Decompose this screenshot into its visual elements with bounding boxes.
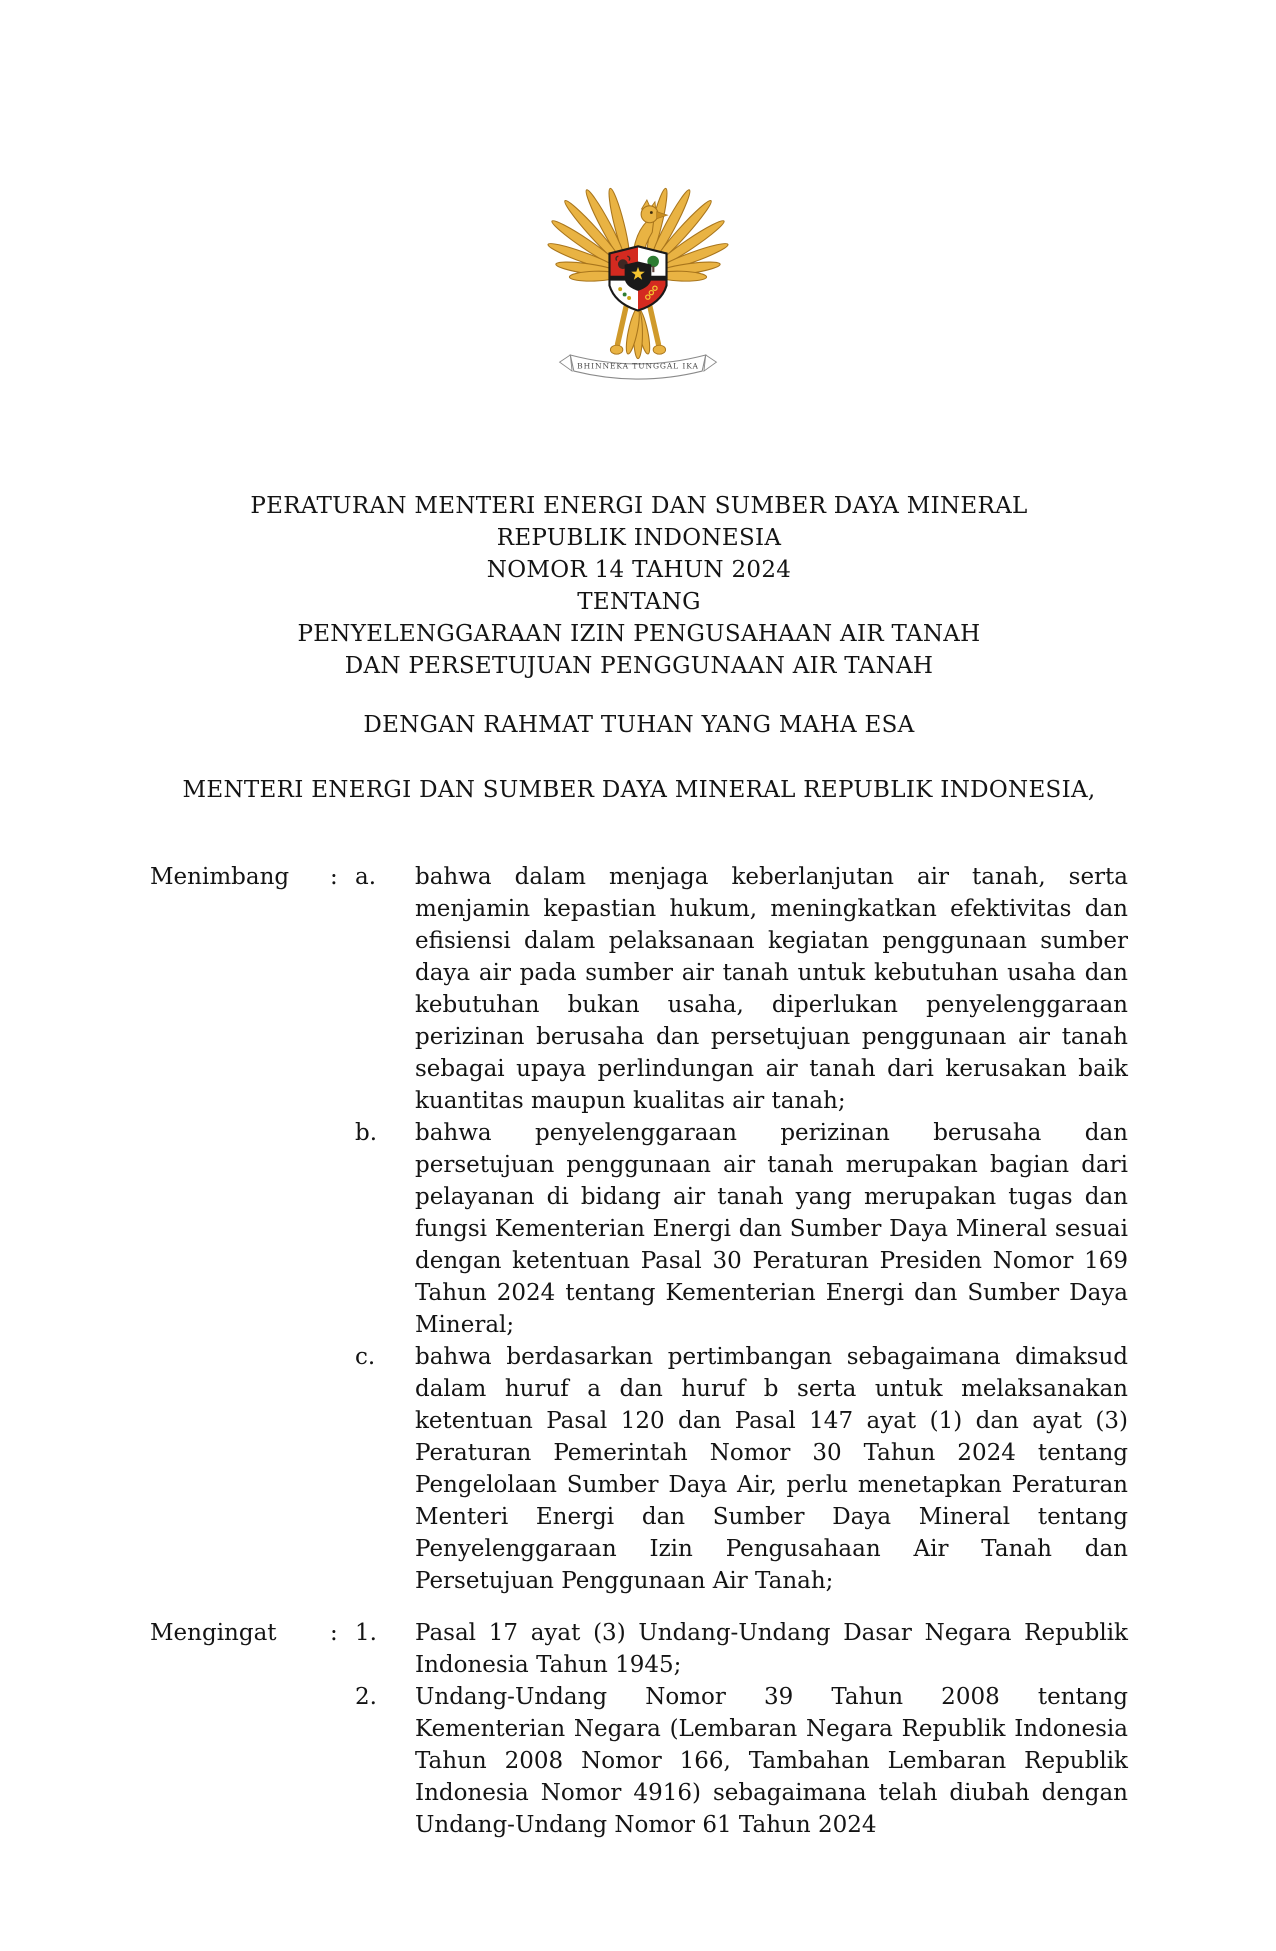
section-mengingat — [150, 1617, 1128, 1841]
section-label-menimbang: Menimbang — [150, 864, 290, 890]
document-body — [0, 490, 1276, 1841]
garuda-pancasila-emblem — [540, 182, 736, 398]
invocation-line: DENGAN RAHMAT TUHAN YANG MAHA ESA — [363, 712, 915, 738]
item-text: bahwa penyelenggaraan perizinan berusaha dan persetujuan penggunaan air tanah merupakan bagian dari pelayanan di bidang air tanah yang merupakan tugas dan fungsi Kementerian Energi dan Sumber Daya Mineral sesuai dengan ketentuan Pasal 30 Peraturan Presiden Nomor 169 Tahun 2024 tentang Kementerian Energi dan Sumber Daya Mineral; — [415, 1120, 1128, 1338]
title-line-1: PERATURAN MENTERI ENERGI DAN SUMBER DAYA MINERAL — [250, 493, 1028, 519]
item-text: Undang-Undang Nomor 39 Tahun 2008 tentang Kementerian Negara (Lembaran Negara Republik Indonesia Tahun 2008 Nomor 166, Tambahan Lembaran Republik Indonesia Nomor 4916) sebagaimana telah diubah dengan Undang-Undang Nomor 61 Tahun 2024 — [415, 1684, 1128, 1838]
section-colon: : — [330, 1620, 338, 1646]
section-menimbang — [150, 861, 1128, 1597]
foot-left — [610, 345, 622, 354]
mengingat-items — [355, 1617, 1128, 1841]
item-text: Pasal 17 ayat (3) Undang-Undang Dasar Negara Republik Indonesia Tahun 1945; — [415, 1620, 1128, 1678]
legal-basis-item-2 — [355, 1681, 1128, 1841]
consideration-item-b — [355, 1117, 1128, 1341]
item-marker: 1. — [355, 1620, 377, 1646]
item-text: bahwa berdasarkan pertimbangan sebagaimana dimaksud dalam huruf a dan huruf b serta untuk melaksanakan ketentuan Pasal 120 dan Pasal 147 ayat (1) dan ayat (3) Peraturan Pemerintah Nomor 30 Tahun 2024 tentang Pengelolaan Sumber Daya Air, perlu menetapkan Peraturan Menteri Energi dan Sumber Daya Mineral tentang Penyelenggaraan Izin Pengusahaan Air Tanah dan Persetujuan Penggunaan Air Tanah; — [415, 1344, 1128, 1594]
tail-feathers — [624, 308, 653, 359]
title-line-4: TENTANG — [577, 589, 701, 615]
issuer-line: MENTERI ENERGI DAN SUMBER DAYA MINERAL REPUBLIK INDONESIA, — [182, 777, 1096, 803]
title-line-3: NOMOR 14 TAHUN 2024 — [486, 557, 792, 583]
section-colon: : — [330, 864, 338, 890]
title-line-5: PENYELENGGARAAN IZIN PENGUSAHAAN AIR TANAH — [297, 621, 981, 647]
item-marker: a. — [355, 864, 377, 890]
legal-basis-item-1 — [355, 1617, 1128, 1681]
national-emblem — [0, 0, 1276, 398]
pancasila-shield — [609, 246, 666, 310]
foot-right — [653, 345, 665, 354]
item-text: bahwa dalam menjaga keberlanjutan air tanah, serta menjamin kepastian hukum, meningkatkan efektivitas dan efisiensi dalam pelaksanaan kegiatan penggunaan sumber daya air pada sumber air tanah untuk kebutuhan usaha dan kebutuhan bukan usaha, diperlukan penyelenggaraan perizinan berusaha dan persetujuan penggunaan air tanah sebagai upaya perlindungan air tanah dari kerusakan baik kuantitas maupun kualitas air tanah; — [415, 864, 1128, 1114]
consideration-item-a — [355, 861, 1128, 1117]
item-marker: 2. — [355, 1684, 377, 1710]
title-line-2: REPUBLIK INDONESIA — [496, 525, 782, 551]
title-line-6: DAN PERSETUJUAN PENGGUNAAN AIR TANAH — [344, 653, 934, 679]
item-marker: b. — [355, 1120, 378, 1146]
menimbang-items — [355, 861, 1128, 1597]
section-label-mengingat: Mengingat — [150, 1620, 277, 1646]
consideration-item-c — [355, 1341, 1128, 1597]
document-title — [150, 490, 1128, 682]
emblem-motto: BHINNEKA TUNGGAL IKA — [577, 361, 699, 371]
item-marker: c. — [355, 1344, 376, 1370]
